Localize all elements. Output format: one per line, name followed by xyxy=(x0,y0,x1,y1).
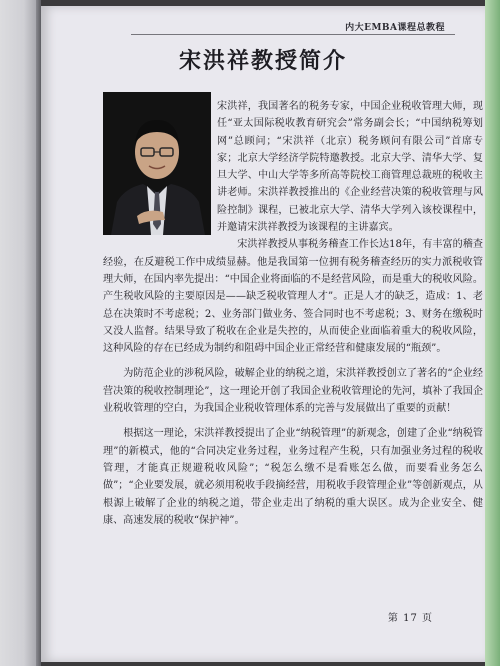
page-number: 第 17 页 xyxy=(387,613,433,624)
background-edge xyxy=(485,0,500,666)
paragraph-intro: 宋洪祥，我国著名的税务专家，中国企业税收管理大师，现任“亚太国际税收教育研究会”常务副会长；“中国纳税筹划网”总顾问；“宋洪祥（北京）税务顾问有限公司”首席专家；北京大学经济学院特邀教授。北京大学、清华大学、复旦大学、中山大学等多所高等院校工商管理总裁班的税收主讲老师。宋洪祥教授推出的《企业经营决策的税收管理与风险控制》课程，已被北京大学、清华大学列入该校课程中，并邀请宋洪祥教授为该课程的主讲嘉宾。 xyxy=(217,101,483,234)
paragraph-career: 宋洪祥教授从事税务稽查工作长达18年，有丰富的稽查经验，在反避税工作中成绩显赫。他是我国第一位拥有税务稽查经历的实力派税收管理大师，在国内率先提出：“中国企业将面临的不是经营风险，而是重大的税收风险。产生税收风险的主要原因是——缺乏税收管理人才”。正是人才的缺乏，造成：1、老总在决策时不考虑税；2、业务部门做业务、签合同时也不考虑税；3、财务在缴税时又没人监督。结果导致了税收在企业是失控的，从而使企业面临着重大的税收风险，这种风险的存在已经成为制约和阻碍中国企业正常经营和健康发展的“瓶颈”。 xyxy=(103,239,483,355)
header-rule xyxy=(131,34,455,35)
paragraph-theory: 为防范企业的涉税风险，破解企业的纳税之道，宋洪祥教授创立了著名的“企业经营决策的税收控制理论”，这一理论开创了我国企业税收管理论的先河，填补了我国企业税收管理的空白，为我国企业税收管理体系的完善与发展做出了重要的贡献！ xyxy=(103,368,483,415)
facing-page xyxy=(0,0,40,666)
biography-text xyxy=(103,98,483,529)
running-header: 内大EMBA课程总教程 xyxy=(345,23,445,33)
document-page xyxy=(41,6,485,662)
paragraph-innovation: 根据这一理论，宋洪祥教授提出了企业“纳税管理”的新观念，创建了企业“纳税管理”的新模式，他的“合同决定业务过程，业务过程产生税，只有加强业务过程的税收管理，才能真正规避税收风险”；“税怎么缴不是看账怎么做，而要看业务怎么做”；“企业要发展，就必须用税收手段摘经营，用税收手段管理企业”等创新观点，从根源上破解了企业的纳税之道，带企业走出了纳税的重大误区。成为企业安全、健康、高速发展的税收“保护神”。 xyxy=(103,428,483,526)
page-title: 宋洪祥教授简介 xyxy=(178,49,347,74)
